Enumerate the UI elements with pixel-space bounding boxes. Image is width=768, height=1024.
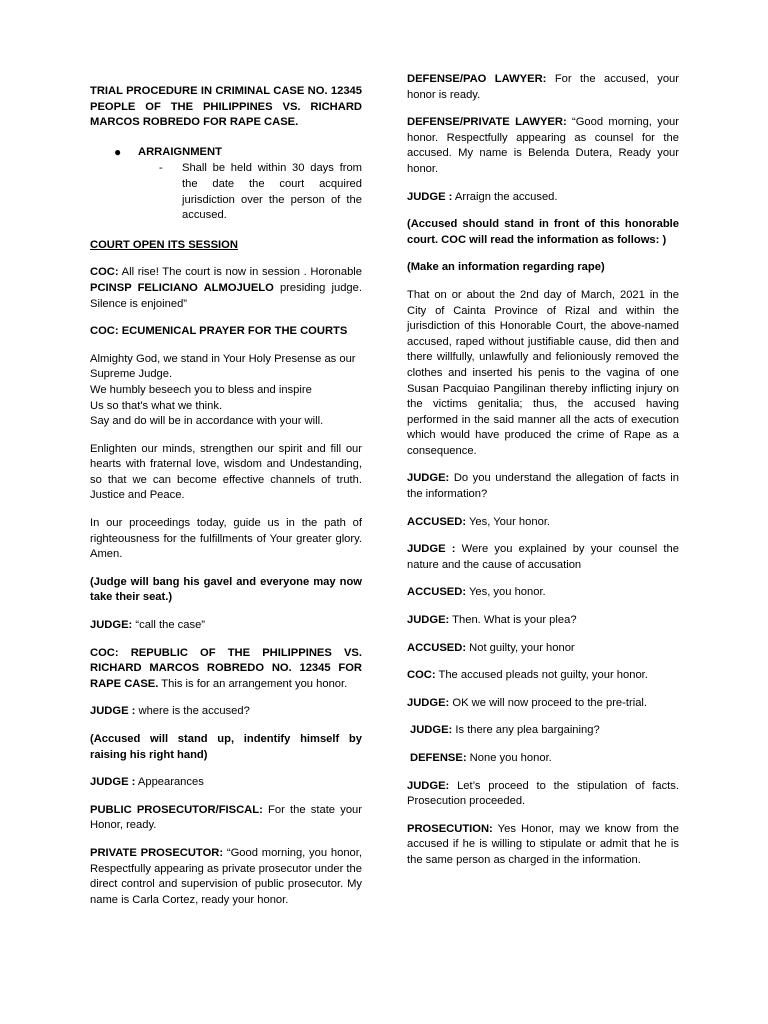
judge-understand (407, 471, 679, 502)
speaker-label: JUDGE : (407, 543, 456, 556)
speaker-label: JUDGE: (407, 696, 450, 709)
right-column (407, 72, 679, 869)
bullet-icon: ● (114, 144, 122, 159)
speaker-label: JUDGE: (407, 614, 450, 627)
prayer-block-2: Enlighten our minds, strengthen our spirit and fill our hearts with fraternal love, wisdom and Undestanding, so that we can become effective channels of truth. Justice and Peace. (90, 442, 362, 502)
speaker-label: JUDGE : (90, 776, 136, 789)
case-title: COC: REPUBLIC OF THE PHILIPPINES VS. RICHARD MARCOS ROBREDO NO. 12345 FOR RAPE CASE. (90, 646, 362, 690)
judge-arraign (407, 190, 679, 206)
coc-all-rise (90, 265, 362, 312)
information-text: That on or about the 2nd day of March, 2021 in the City of Cainta Province of Rizal and within the jurisdiction of this Honorable Court, the above-named accused, raped without justifiable cause, did then and there willfully, unlawfully and felioniously removed the clothes and inserted his penis to the vagina of one Susan Pacquiao Pangilinan thereby inflicting injury on the victims genitalia; thus, the accused having performed in the said manner all the acts of execution which would have produced the crime of Rape as a consequence. (407, 288, 679, 457)
left-column (90, 72, 362, 908)
speech-text: Yes, Your honor. (466, 515, 551, 528)
speaker-label: ACCUSED: (407, 586, 467, 599)
stage-direction-make-info: (Make an information regarding rape) (407, 261, 605, 274)
judge-appearances (90, 775, 362, 791)
prayer-line: Almighty God, we stand in Your Holy Presense as our Supreme Judge. (90, 352, 356, 381)
speech-text: Yes, you honor. (466, 586, 546, 599)
prayer-line: Us so that's what we think. (90, 399, 223, 412)
speech-text: Let’s proceed to the stipulation of facts. Prosecution proceeded. (407, 779, 679, 808)
prayer-line: Say and do will be in accordance with your will. (90, 415, 324, 428)
coc-pleads (407, 668, 679, 684)
prayer-line: We humbly beseech you to bless and inspire (90, 383, 312, 396)
speech-text: Then. What is your plea? (449, 614, 577, 627)
speech-text: “call the case” (132, 619, 206, 632)
speech-text: Is there any plea bargaining? (452, 724, 600, 737)
speaker-label: ACCUSED: (407, 515, 467, 528)
speech-text: The accused pleads not guilty, your honor. (435, 669, 648, 682)
speaker-label: ACCUSED: (407, 641, 467, 654)
defense-pao-lawyer (407, 72, 679, 103)
speech-text: Yes Honor, may we know from the accused if he is willing to stipulate or admit that he is the same person as charged in the information. (407, 822, 679, 866)
speech-text: Not guilty, your honor (466, 641, 575, 654)
speech-text: Do you understand the allegation of facts in the information? (407, 472, 679, 501)
speech-text: “Good morning, your honor. Respectfully appearing as counsel for the accused. My name is Belenda Dutera, Ready your honor. (407, 116, 679, 175)
bullet-arraignment (90, 145, 362, 161)
judge-name: PCINSP FELICIANO ALMOJUELO (90, 281, 274, 294)
bullet-sub-item (90, 161, 362, 223)
speech-text: OK we will now proceed to the pre-trial. (449, 696, 648, 709)
speaker-label: JUDGE: (90, 619, 133, 632)
stage-direction-gavel: (Judge will bang his gavel and everyone may now take their seat.) (90, 575, 362, 604)
judge-pretrial (407, 696, 679, 712)
public-prosecutor (90, 803, 362, 834)
speaker-label: JUDGE : (407, 190, 453, 203)
judge-stipulation (407, 779, 679, 810)
speech-text: For the accused, your honor is ready. (407, 73, 679, 101)
prayer-block-1 (90, 352, 362, 430)
speaker-label: DEFENSE/PRIVATE LAWYER: (407, 116, 567, 129)
defense-none (407, 751, 679, 767)
speech-text: Appearances (135, 776, 204, 789)
judge-where-accused (90, 704, 362, 720)
speech-text: All rise! The court is now in session . Horonable (118, 266, 362, 279)
document-title: TRIAL PROCEDURE IN CRIMINAL CASE NO. 12345 PEOPLE OF THE PHILIPPINES VS. RICHARD MARCOS ROBREDO FOR RAPE CASE. (90, 85, 362, 129)
private-prosecutor (90, 846, 362, 908)
judge-plea (407, 613, 679, 629)
speech-text: This is for an arrangement you honor. (158, 677, 348, 690)
speech-text: Arraign the accused. (452, 190, 558, 203)
accused-yes-2 (407, 585, 679, 601)
speech-text: None you honor. (466, 752, 552, 764)
speech-text: Were you explained by your counsel the nature and the cause of accusation (407, 543, 679, 571)
speaker-label: PUBLIC PROSECUTOR/FISCAL: (90, 803, 263, 816)
speaker-label: DEFENSE: (410, 752, 467, 764)
bullet-label: ARRAIGNMENT (138, 145, 222, 158)
stage-direction-stand-front: (Accused should stand in front of this honorable court. COC will read the information as follows: ) (407, 218, 679, 246)
judge-call-case (90, 618, 362, 634)
court-open-heading: COURT OPEN ITS SESSION (90, 238, 238, 251)
speech-text: For the state your Honor, ready. (90, 803, 362, 832)
speaker-label: JUDGE: (410, 724, 453, 737)
judge-explained (407, 542, 679, 573)
speaker-label: COC: (90, 266, 119, 279)
accused-not-guilty (407, 641, 679, 657)
speech-text: where is the accused? (135, 705, 250, 718)
coc-case-call (90, 646, 362, 693)
defense-private-lawyer (407, 115, 679, 177)
speaker-label: PROSECUTION: (407, 822, 493, 835)
accused-yes-1 (407, 515, 679, 531)
prayer-block-3: In our proceedings today, guide us in the path of righteousness for the fulfillments of Your greater glory. Amen. (90, 517, 362, 561)
judge-plea-bargaining (407, 723, 679, 739)
bullet-sub-text: Shall be held within 30 days from the date the court acquired jurisdiction over the person of the accused. (182, 162, 362, 222)
coc-prayer-heading: COC: ECUMENICAL PRAYER FOR THE COURTS (90, 325, 348, 338)
speaker-label: JUDGE: (407, 472, 450, 485)
prosecution-statement (407, 822, 679, 869)
dash-icon: - (159, 162, 163, 175)
speaker-label: DEFENSE/PAO LAWYER: (407, 73, 547, 85)
speaker-label: JUDGE : (90, 705, 136, 718)
stage-direction-accused-stand: (Accused will stand up, indentify himself by raising his right hand) (90, 733, 362, 761)
speech-text: “Good morning, you honor, Respectfully appearing as private prosecutor under the direct control and supervision of public prosecutor. My name is Carla Cortez, ready your honor. (90, 846, 362, 906)
speaker-label: COC: (407, 669, 436, 682)
speech-text-end: presiding judge. Silence is enjoined” (90, 281, 362, 310)
speaker-label: PRIVATE PROSECUTOR: (90, 846, 224, 859)
speaker-label: JUDGE: (407, 779, 450, 792)
